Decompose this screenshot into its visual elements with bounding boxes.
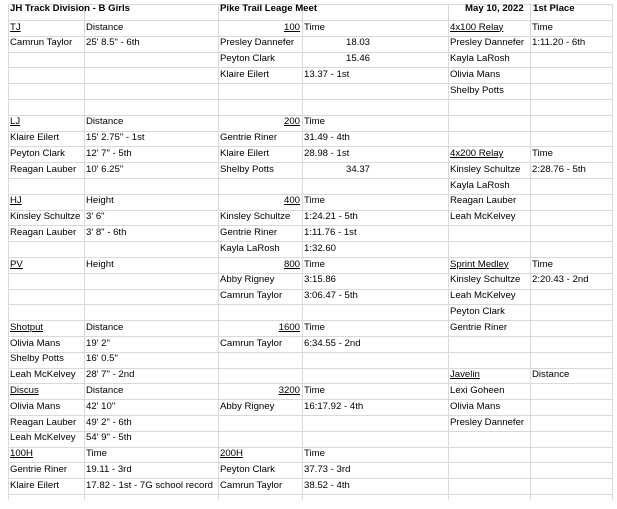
- result-value: 19' 2": [86, 337, 110, 349]
- athlete-name: Gentrie Riner: [10, 463, 68, 475]
- event-name: 400: [283, 195, 300, 207]
- athlete-name: Kinsley Schultze: [450, 274, 521, 286]
- event-name: LJ: [10, 116, 21, 128]
- result-value: 1:11.20 - 6th: [532, 37, 586, 49]
- result-value: 3:15.86: [304, 274, 337, 286]
- event-name: 4x200 Relay: [450, 147, 504, 159]
- athlete-name: Gentrie Riner: [450, 321, 508, 333]
- column-header: Time: [532, 147, 553, 159]
- result-value: 31.49 - 4th: [304, 132, 350, 144]
- column-header: Distance: [86, 21, 124, 33]
- athlete-name: Klaire Eilert: [220, 147, 270, 159]
- result-value: 1:32.60: [304, 242, 337, 254]
- result-value: 37.73 - 3rd: [304, 463, 351, 475]
- result-value: 38.52 - 4th: [304, 479, 350, 491]
- result-value: 49' 2" - 6th: [86, 416, 132, 428]
- result-value: 3' 6": [86, 211, 105, 223]
- column-header: Time: [304, 195, 325, 207]
- athlete-name: Olivia Mans: [10, 400, 61, 412]
- athlete-name: Klaire Eilert: [220, 68, 270, 80]
- athlete-name: Reagan Lauber: [10, 226, 77, 238]
- event-name: 800: [283, 258, 300, 270]
- event-name: HJ: [10, 195, 22, 207]
- result-value: 2:28.76 - 5th: [532, 163, 586, 175]
- athlete-name: Peyton Clark: [10, 147, 65, 159]
- athlete-name: Kayla LaRosh: [450, 179, 510, 191]
- event-name: Shotput: [10, 321, 44, 333]
- result-value: 34.37: [345, 163, 370, 175]
- athlete-name: Camrun Taylor: [10, 37, 73, 49]
- column-header: Distance: [86, 321, 124, 333]
- athlete-name: Olivia Mans: [450, 400, 501, 412]
- athlete-name: Kinsley Schultze: [220, 211, 291, 223]
- athlete-name: Olivia Mans: [10, 337, 61, 349]
- event-name: PV: [10, 258, 23, 270]
- athlete-name: Abby Rigney: [220, 400, 275, 412]
- result-value: 15' 2.75" - 1st: [86, 132, 145, 144]
- athlete-name: Shelby Potts: [450, 84, 504, 96]
- athlete-name: Shelby Potts: [220, 163, 274, 175]
- athlete-name: Reagan Lauber: [10, 163, 77, 175]
- athlete-name: Klaire Eilert: [10, 132, 60, 144]
- result-value: 18.03: [345, 37, 370, 49]
- result-value: 17.82 - 1st - 7G school record: [86, 479, 213, 491]
- result-value: 16' 0.5": [86, 353, 118, 365]
- column-header: Distance: [532, 369, 570, 381]
- result-value: 6:34.55 - 2nd: [304, 337, 361, 349]
- column-header: Height: [86, 195, 114, 207]
- place-label: 1st Place: [533, 3, 575, 14]
- event-name: 100: [283, 21, 300, 33]
- column-header: Time: [304, 21, 325, 33]
- event-name: Sprint Medley: [450, 258, 509, 270]
- athlete-name: Gentrie Riner: [220, 226, 278, 238]
- column-header: Distance: [86, 116, 124, 128]
- athlete-name: Kayla LaRosh: [220, 242, 280, 254]
- athlete-name: Kinsley Schultze: [450, 163, 521, 175]
- result-value: 3' 8" - 6th: [86, 226, 127, 238]
- athlete-name: Olivia Mans: [450, 68, 501, 80]
- athlete-name: Abby Rigney: [220, 274, 275, 286]
- result-value: 10' 6.25": [86, 163, 124, 175]
- result-value: 54' 9" - 5th: [86, 432, 132, 444]
- athlete-name: Leah McKelvey: [450, 290, 516, 302]
- event-name: 200: [283, 116, 300, 128]
- column-header: Time: [532, 258, 553, 270]
- result-value: 16:17.92 - 4th: [304, 400, 364, 412]
- result-value: 1:11.76 - 1st: [304, 226, 357, 238]
- athlete-name: Shelby Potts: [10, 353, 64, 365]
- athlete-name: Presley Dannefer: [220, 37, 295, 49]
- result-value: 2:20.43 - 2nd: [532, 274, 589, 286]
- athlete-name: Camrun Taylor: [220, 337, 283, 349]
- event-name: 100H: [10, 448, 33, 460]
- event-name: Discus: [10, 384, 39, 396]
- athlete-name: Kayla LaRosh: [450, 53, 510, 65]
- event-name: 3200: [278, 384, 300, 396]
- column-header: Time: [86, 448, 107, 460]
- event-name: 4x100 Relay: [450, 21, 504, 33]
- athlete-name: Gentrie Riner: [220, 132, 278, 144]
- result-value: 28.98 - 1st: [304, 147, 350, 159]
- athlete-name: Kinsley Schultze: [10, 211, 81, 223]
- result-value: 19.11 - 3rd: [86, 463, 132, 475]
- athlete-name: Camrun Taylor: [220, 290, 283, 302]
- athlete-name: Peyton Clark: [220, 53, 275, 65]
- result-value: 1:24.21 - 5th: [304, 211, 358, 223]
- column-header: Time: [304, 448, 325, 460]
- result-value: 42' 10": [86, 400, 116, 412]
- column-header: Height: [86, 258, 114, 270]
- result-value: 12' 7" - 5th: [86, 147, 132, 159]
- athlete-name: Peyton Clark: [450, 305, 505, 317]
- athlete-name: Reagan Lauber: [450, 195, 517, 207]
- athlete-name: Lexi Goheen: [450, 384, 505, 396]
- meet-date: May 10, 2022: [465, 3, 524, 14]
- column-header: Time: [304, 384, 325, 396]
- column-header: Time: [304, 116, 325, 128]
- column-header: Distance: [86, 384, 124, 396]
- event-name: TJ: [10, 21, 21, 33]
- athlete-name: Reagan Lauber: [10, 416, 77, 428]
- column-header: Time: [532, 21, 553, 33]
- column-header: Time: [304, 258, 325, 270]
- athlete-name: Camrun Taylor: [220, 479, 283, 491]
- athlete-name: Peyton Clark: [220, 463, 275, 475]
- result-value: 13.37 - 1st: [304, 68, 350, 80]
- athlete-name: Leah McKelvey: [10, 369, 76, 381]
- result-value: 28' 7" - 2nd: [86, 369, 135, 381]
- column-header: Time: [304, 321, 325, 333]
- athlete-name: Klaire Eilert: [10, 479, 60, 491]
- athlete-name: Presley Dannefer: [450, 416, 525, 428]
- meet-name: Pike Trail Leage Meet: [220, 3, 318, 14]
- event-name: Javelin: [450, 369, 480, 381]
- result-value: 25' 8.5" - 6th: [86, 37, 140, 49]
- event-name: 1600: [278, 321, 300, 333]
- athlete-name: Leah McKelvey: [10, 432, 76, 444]
- result-value: 15.46: [345, 53, 370, 65]
- athlete-name: Presley Dannefer: [450, 37, 525, 49]
- sheet-title: JH Track Division - B Girls: [10, 3, 130, 14]
- athlete-name: Leah McKelvey: [450, 211, 516, 223]
- result-value: 3:06.47 - 5th: [304, 290, 358, 302]
- event-name: 200H: [220, 448, 243, 460]
